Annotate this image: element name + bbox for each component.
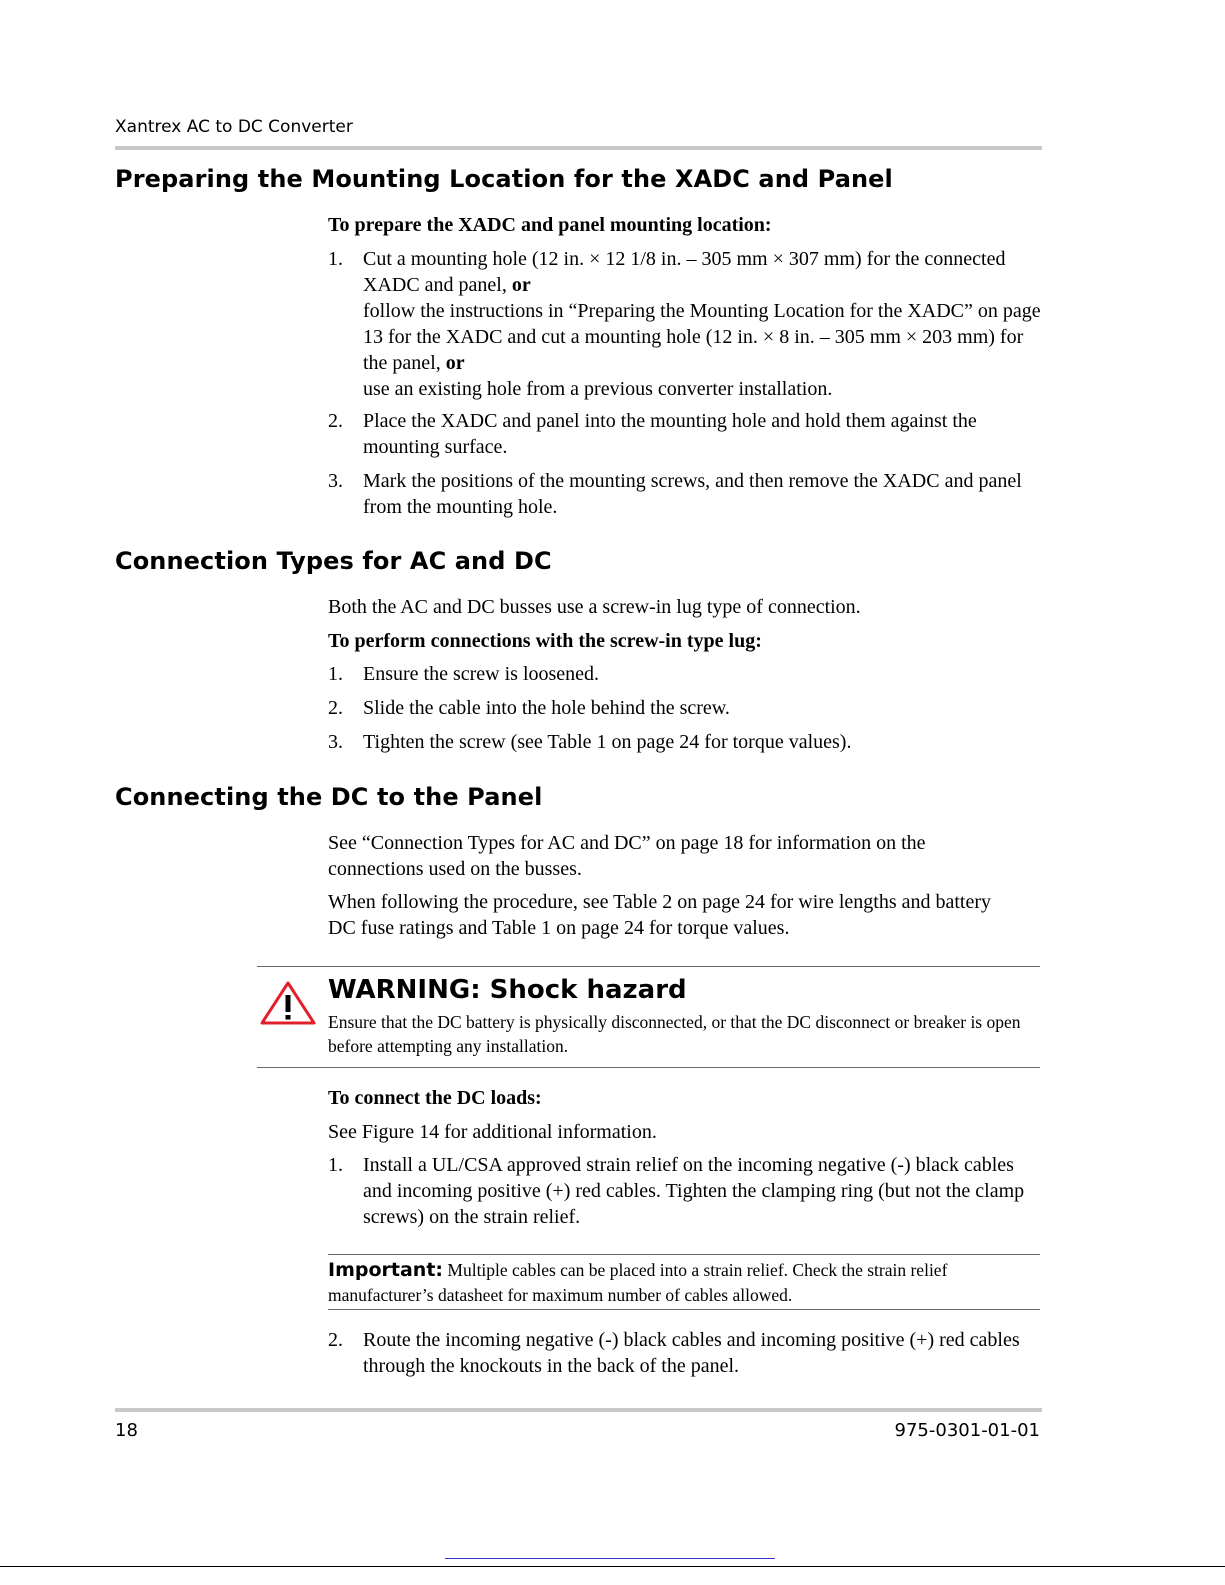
- step-number: 2.: [328, 1329, 343, 1351]
- warning-top-rule: [257, 966, 1040, 967]
- important-bottom-rule: [328, 1309, 1040, 1310]
- step-text: Ensure the screw is loosened.: [363, 663, 600, 685]
- step-number: 2.: [328, 410, 343, 432]
- connection-types-intro: Both the AC and DC busses use a screw-in lug type of connection.: [328, 596, 861, 618]
- step-number: 3.: [328, 470, 343, 492]
- mounting-step-1: [328, 246, 1040, 402]
- step-text: [363, 246, 1043, 402]
- step-number: 1.: [328, 248, 343, 270]
- section-heading-dc-panel: Connecting the DC to the Panel: [115, 783, 543, 811]
- lug-step-2: [328, 695, 1040, 721]
- page-bottom-line: [0, 1566, 1225, 1567]
- warning-triangle-icon: [259, 980, 317, 1026]
- step-text: Install a UL/CSA approved strain relief on the incoming negative (-) black cables and incoming positive (+) red cables. Tighten the clamping ring (but not the clamp screws) on the strain relief.: [363, 1154, 1025, 1228]
- dc-panel-para-2: When following the procedure, see Table 2 on page 24 for wire lengths and battery DC fuse ratings and Table 1 on page 24 for torque values.: [328, 891, 992, 939]
- header-rule: [115, 146, 1042, 150]
- step-text: Place the XADC and panel into the mounting hole and hold them against the mounting surface.: [363, 410, 977, 458]
- step-text-part: Cut a mounting hole (12 in. × 12 1/8 in. – 305 mm × 307 mm) for the connected XADC and panel,: [363, 248, 1006, 296]
- mounting-step-3: [328, 468, 1040, 520]
- step-number: 2.: [328, 697, 343, 719]
- lug-step-1: [328, 661, 1040, 687]
- section-heading-mounting: Preparing the Mounting Location for the XADC and Panel: [115, 165, 893, 193]
- step-number: 3.: [328, 731, 343, 753]
- document-number: 975-0301-01-01: [894, 1420, 1040, 1441]
- step-text: Slide the cable into the hole behind the screw.: [363, 697, 730, 719]
- mounting-step-2: [328, 408, 1040, 460]
- bottom-link-underline: [445, 1558, 775, 1559]
- step-text: Mark the positions of the mounting screws, and then remove the XADC and panel from the mounting hole.: [363, 470, 1022, 518]
- or-connector: or: [511, 274, 531, 296]
- section-heading-connection-types: Connection Types for AC and DC: [115, 547, 552, 575]
- dc-step-2: [328, 1327, 1040, 1379]
- step-text-part: use an existing hole from a previous converter installation.: [363, 378, 833, 400]
- step-number: 1.: [328, 1154, 343, 1176]
- step-number: 1.: [328, 663, 343, 685]
- important-text: Multiple cables can be placed into a strain relief. Check the strain relief manufacturer’s datasheet for maximum number of cables allowed.: [328, 1260, 948, 1305]
- or-connector: or: [445, 352, 465, 374]
- warning-title: WARNING: Shock hazard: [328, 975, 687, 1005]
- step-text: Tighten the screw (see Table 1 on page 24 for torque values).: [363, 731, 852, 753]
- warning-text: Ensure that the DC battery is physically disconnected, or that the DC disconnect or breaker is open before attempting any installation.: [328, 1012, 1021, 1056]
- step-text-part: follow the instructions in “Preparing the Mounting Location for the XADC” on page 13 for the XADC and cut a mounting hole (12 in. × 8 in. – 305 mm × 203 mm) for the panel,: [363, 300, 1041, 374]
- procedure-title-dc-loads: To connect the DC loads:: [328, 1087, 542, 1109]
- lug-step-3: [328, 729, 1040, 755]
- page-number: 18: [115, 1420, 138, 1441]
- dc-step-1: [328, 1152, 1040, 1230]
- warning-bottom-rule: [257, 1067, 1040, 1068]
- important-note: [328, 1258, 1028, 1308]
- step-text: Route the incoming negative (-) black cables and incoming positive (+) red cables through the knockouts in the back of the panel.: [363, 1329, 1020, 1377]
- running-header: Xantrex AC to DC Converter: [115, 117, 353, 137]
- important-top-rule: [328, 1254, 1040, 1255]
- procedure-title-mounting: To prepare the XADC and panel mounting location:: [328, 214, 772, 236]
- procedure-title-screw-lug: To perform connections with the screw-in type lug:: [328, 630, 762, 652]
- important-label: Important:: [328, 1259, 444, 1281]
- dc-panel-para-1: See “Connection Types for AC and DC” on page 18 for information on the connections used on the busses.: [328, 832, 926, 880]
- see-figure-note: See Figure 14 for additional information.: [328, 1121, 657, 1143]
- footer-rule: [115, 1408, 1042, 1412]
